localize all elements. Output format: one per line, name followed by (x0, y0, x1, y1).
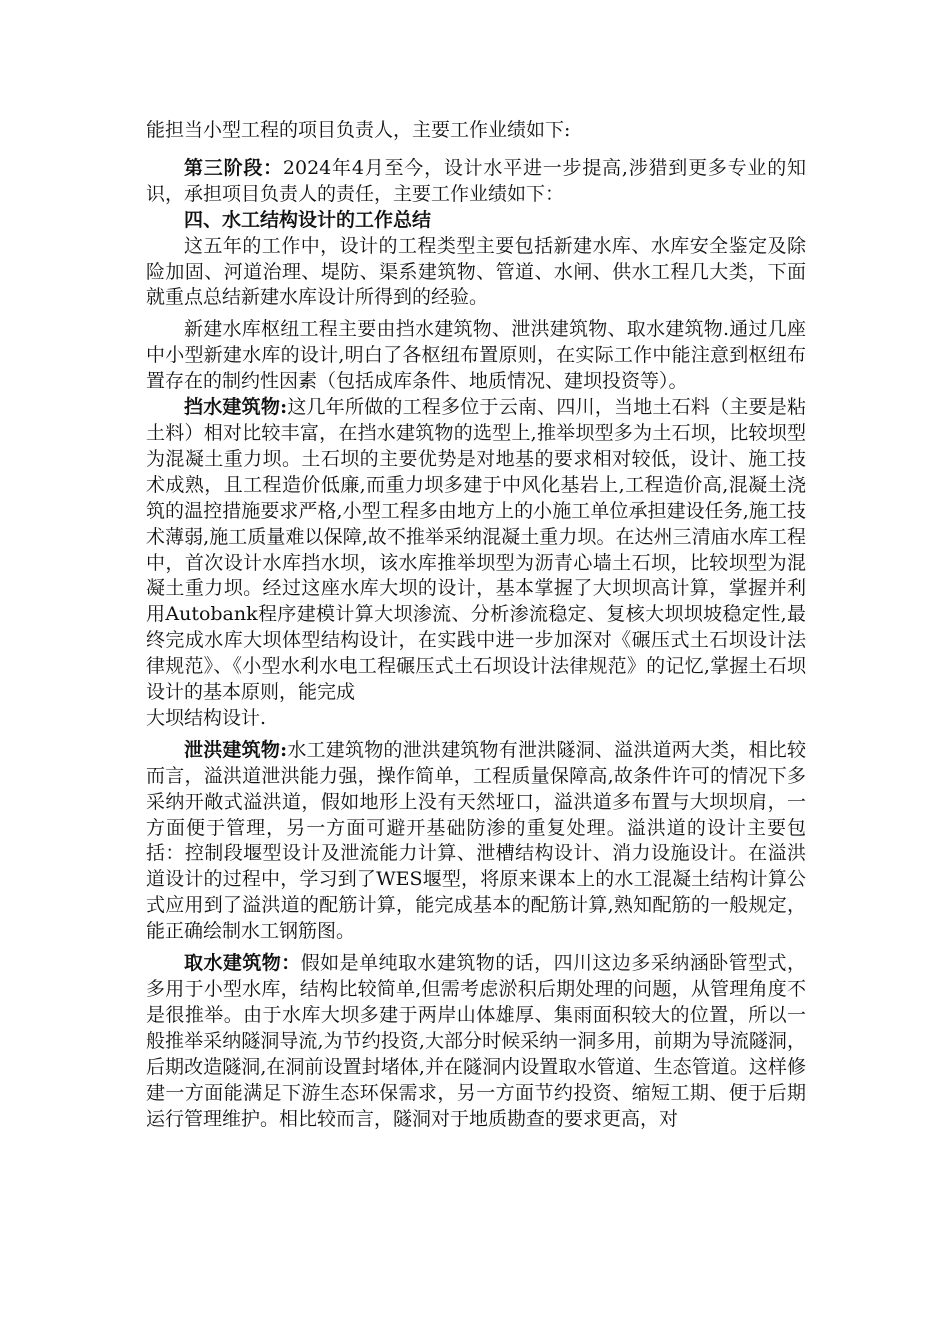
intake-text: 假如是单纯取水建筑物的话，四川这边多采纳涵卧管型式，多用于小型水库，结构比较简单,但需考虑淤积后期处理的问题，从管理角度不是很推举。由于水库大坝多建于两岸山体雄厚、集雨面积较大的位置，所以一般推举采纳隧洞导流,为节约投资,大部分时候采纳一洞多用，前期为导流隧洞，后期改造隧洞,在洞前设置封堵体,并在隧洞内设置取水管道、生态管道。这样修建一方面能满足下游生态环保需求，另一方面节约投资、缩短工期、便于后期运行管理维护。相比较而言，隧洞对于地质勘查的要求更高，对 (146, 952, 806, 1130)
hub-text: 新建水库枢纽工程主要由挡水建筑物、泄洪建筑物、取水建筑物.通过几座中小型新建水库的设计,明白了各枢纽布置原则，在实际工作中能注意到枢纽布置存在的制约性因素（包括成库条件、地质情况、建坝投资等）。 (146, 318, 806, 393)
stage-three-text: 2024年4月至今，设计水平进一步提高,涉猎到更多专业的知识，承担项目负责人的责任，主要工作业绩如下： (146, 156, 806, 205)
retaining-tail-text: 大坝结构设计. (146, 706, 267, 729)
paragraph-overview (146, 234, 806, 312)
paragraph-1 (146, 118, 806, 144)
stage-three-label: 第三阶段： (184, 156, 283, 179)
retaining-text: 这几年所做的工程多位于云南、四川，当地土石料（主要是粘土料）相对比较丰富，在挡水建筑物的选型上,推举坝型多为土石坝，比较坝型为混凝土重力坝。土石坝的主要优势是对地基的要求相对较低，设计、施工技术成熟，且工程造价低廉,而重力坝多建于中风化基岩上,工程造价高,混凝土浇筑的温控措施要求严格,小型工程多由地方上的小施工单位承担建设任务,施工技术薄弱,施工质量难以保障,故不推举采纳混凝土重力坝。在达州三清庙水库工程中，首次设计水库挡水坝，该水库推举坝型为沥青心墙土石坝，比较坝型为混凝土重力坝。经过这座水库大坝的设计，基本掌握了大坝坝高计算，掌握并利用Autobank程序建模计算大坝渗流、分析渗流稳定、复核大坝坝坡稳定性,最终完成水库大坝体型结构设计，在实践中进一步加深对《碾压式土石坝设计法律规范》、《小型水利水电工程碾压式土石坝设计法律规范》的记忆,掌握土石坝设计的基本原则，能完成 (146, 396, 806, 704)
paragraph-hub (146, 317, 806, 395)
spillway-text: 水工建筑物的泄洪建筑物有泄洪隧洞、溢洪道两大类，相比较而言，溢洪道泄洪能力强，操作简单，工程质量保障高,故条件许可的情况下多采纳开敞式溢洪道，假如地形上没有天然垭口，溢洪道多布置与大坝坝肩，一方面便于管理，另一方面可避开基础防渗的重复处理。溢洪道的设计主要包括：控制段堰型设计及泄流能力计算、泄槽结构设计、消力设施设计。在溢洪道设计的过程中，学习到了WES堰型，将原来课本上的水工混凝土结构计算公式应用到了溢洪道的配筋计算，能完成基本的配筋计算,熟知配筋的一般规定，能正确绘制水工钢筋图。 (146, 738, 806, 943)
intake-label: 取水建筑物： (184, 952, 301, 975)
retaining-label: 挡水建筑物: (184, 396, 288, 419)
paragraph-stage-three (146, 156, 806, 208)
section-heading: 四、水工结构设计的工作总结 (184, 208, 432, 231)
paragraph-spillway (146, 738, 806, 945)
paragraph-intake (146, 951, 806, 1132)
paragraph-retaining (146, 395, 806, 706)
spillway-label: 泄洪建筑物: (184, 738, 288, 761)
overview-text: 这五年的工作中，设计的工程类型主要包括新建水库、水库安全鉴定及除险加固、河道治理、堤防、渠系建筑物、管道、水闸、供水工程几大类，下面就重点总结新建水库设计所得到的经验。 (146, 234, 806, 309)
paragraph-1-text: 能担当小型工程的项目负责人，主要工作业绩如下: (146, 119, 571, 141)
paragraph-retaining-tail (146, 706, 806, 732)
document-page (146, 118, 806, 1132)
